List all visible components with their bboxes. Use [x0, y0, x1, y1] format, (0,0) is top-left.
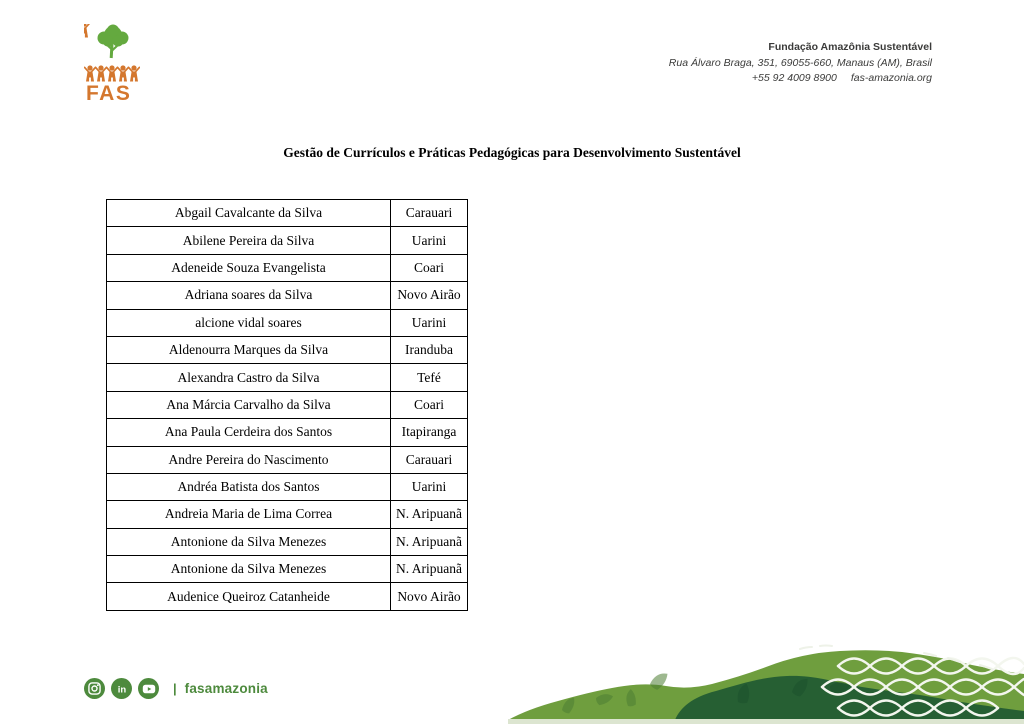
table-row [107, 473, 468, 500]
name-cell: Adeneide Souza Evangelista [107, 254, 391, 281]
table-row [107, 419, 468, 446]
municipality-cell: Uarini [391, 309, 468, 336]
participants-table [106, 199, 468, 611]
name-cell: Abilene Pereira da Silva [107, 227, 391, 254]
municipality-cell: N. Aripuanã [391, 528, 468, 555]
name-cell: Alexandra Castro da Silva [107, 364, 391, 391]
table-row [107, 282, 468, 309]
municipality-cell: Coari [391, 254, 468, 281]
org-contact-line [669, 71, 932, 87]
municipality-cell: N. Aripuanã [391, 501, 468, 528]
org-name: Fundação Amazônia Sustentável [768, 41, 932, 53]
municipality-cell: Coari [391, 391, 468, 418]
table-row [107, 446, 468, 473]
table-row [107, 528, 468, 555]
name-cell: Andre Pereira do Nascimento [107, 446, 391, 473]
municipality-cell: Novo Airão [391, 583, 468, 610]
municipality-cell: Carauari [391, 446, 468, 473]
instagram-icon[interactable] [84, 678, 105, 699]
org-contact-block [669, 40, 932, 87]
logo-wordmark: FAS [86, 82, 132, 100]
table-row [107, 391, 468, 418]
municipality-cell: Carauari [391, 200, 468, 227]
org-address: Rua Álvaro Braga, 351, 69055-660, Manaus (AM), Brasil [668, 56, 932, 69]
name-cell: Antonione da Silva Menezes [107, 556, 391, 583]
name-cell: Andreia Maria de Lima Correa [107, 501, 391, 528]
page-title: Gestão de Currículos e Práticas Pedagógicas para Desenvolvimento Sustentável [283, 145, 741, 160]
table-row [107, 556, 468, 583]
name-cell: Adriana soares da Silva [107, 282, 391, 309]
table-row [107, 336, 468, 363]
table-row [107, 583, 468, 610]
linkedin-icon[interactable] [111, 678, 132, 699]
name-cell: Antonione da Silva Menezes [107, 528, 391, 555]
table-row [107, 254, 468, 281]
municipality-cell: Iranduba [391, 336, 468, 363]
name-cell: Andréa Batista dos Santos [107, 473, 391, 500]
municipality-cell: Uarini [391, 227, 468, 254]
social-separator: | [173, 681, 177, 696]
municipality-cell: Uarini [391, 473, 468, 500]
youtube-icon[interactable] [138, 678, 159, 699]
municipality-cell: Itapiranga [391, 419, 468, 446]
table-row [107, 364, 468, 391]
name-cell: Ana Márcia Carvalho da Silva [107, 391, 391, 418]
participants-table-body [107, 200, 468, 611]
name-cell: Audenice Queiroz Catanheide [107, 583, 391, 610]
table-row [107, 309, 468, 336]
social-bar [84, 678, 268, 699]
municipality-cell: Tefé [391, 364, 468, 391]
footer-wave-art [500, 640, 1024, 724]
tree-icon [98, 25, 129, 59]
org-website-link[interactable]: fas-amazonia.org [850, 72, 932, 84]
name-cell: Abgail Cavalcante da Silva [107, 200, 391, 227]
name-cell: Aldenourra Marques da Silva [107, 336, 391, 363]
municipality-cell: Novo Airão [391, 282, 468, 309]
table-row [107, 227, 468, 254]
fas-logo [84, 24, 140, 100]
social-handle[interactable]: fasamazonia [184, 681, 268, 696]
name-cell: alcione vidal soares [107, 309, 391, 336]
org-phone: +55 92 4009 8900 [751, 72, 837, 84]
municipality-cell: N. Aripuanã [391, 556, 468, 583]
svg-text:in: in [117, 684, 126, 695]
table-row [107, 200, 468, 227]
name-cell: Ana Paula Cerdeira dos Santos [107, 419, 391, 446]
table-row [107, 501, 468, 528]
